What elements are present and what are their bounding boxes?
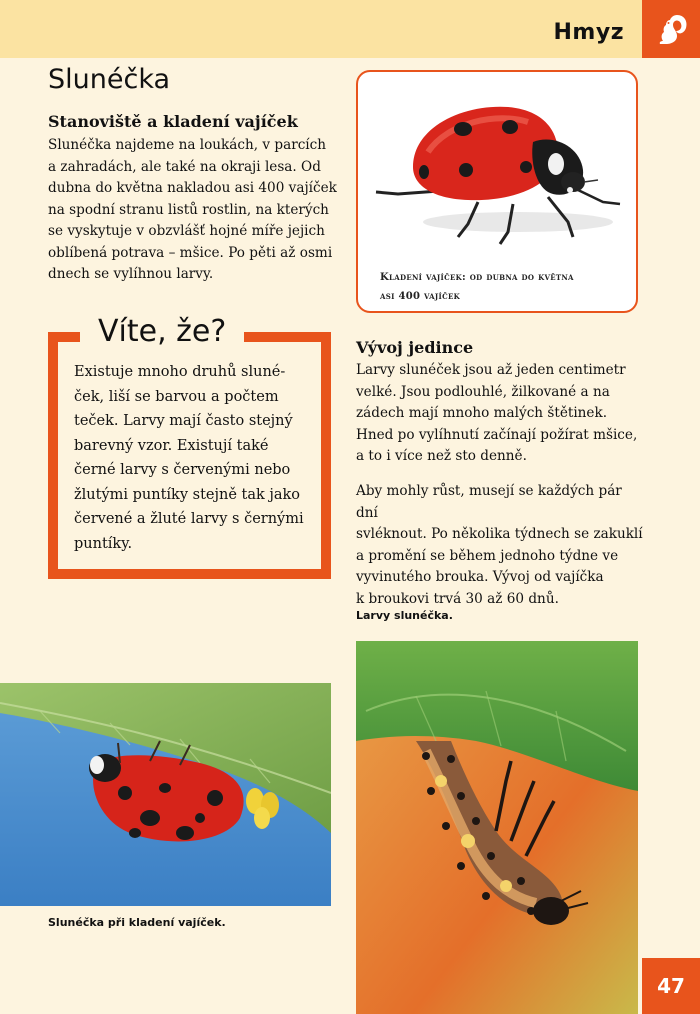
fact-box-text <box>74 360 310 556</box>
development-heading: Vývoj jedince <box>356 338 474 357</box>
text-line: a promění se během jednoho týdne ve <box>356 547 619 564</box>
squirrel-icon <box>651 9 691 49</box>
text-line: svléknout. Po několika týdnech se zakuklí <box>356 526 643 542</box>
text-line: žlutými puntíky stejně tak jako <box>74 486 301 503</box>
text-line: a to i více než sto denně. <box>356 448 527 464</box>
text-line: černé larvy s červenými nebo <box>74 462 291 478</box>
photo-caption <box>380 268 630 306</box>
text-line: oblíbená potrava – mšice. Po pěti až osmi <box>48 244 333 261</box>
caption-line: asi 400 vajíček <box>380 291 460 302</box>
chapter-title: Hmyz <box>553 20 624 45</box>
frame-bar <box>48 332 58 579</box>
text-line: dubna do května nakladou asi 400 vajíček <box>48 180 337 196</box>
caption-line: Kladení vajíček: od dubna do května <box>380 272 574 283</box>
text-line: červené a žluté larvy s černými <box>74 511 304 527</box>
text-line: k broukovi trvá 30 až 60 dnů. <box>356 590 559 607</box>
text-line: zádech mají mnoho malých štětinek. <box>356 405 608 421</box>
text-line: dnech se vylíhnou larvy. <box>48 266 214 282</box>
text-line: Existuje mnoho druhů sluné- <box>74 364 286 380</box>
egg-laying-image <box>0 683 331 906</box>
text-line: Aby mohly růst, musejí se každých pár dní <box>356 483 622 521</box>
text-line: velké. Jsou podlouhlé, žilkované a na <box>356 383 610 400</box>
frame-bar <box>321 332 331 579</box>
development-text-2 <box>356 481 646 610</box>
frame-bar <box>244 332 331 342</box>
ladybird-photo <box>358 72 638 262</box>
page-title: Slunéčka <box>48 64 171 95</box>
text-line: Slunéčka najdeme na loukách, v parcích <box>48 137 327 153</box>
text-line: na spodní stranu listů rostlin, na kterých <box>48 201 329 218</box>
text-line: Larvy slunéček jsou až jeden centimetr <box>356 362 626 378</box>
text-line: se vyskytuje v obzvlášť hojné míře jejich <box>48 223 325 239</box>
egg-laying-caption: Slunéčka při kladení vajíček. <box>48 916 226 929</box>
frame-bar <box>48 569 331 579</box>
text-line: teček. Larvy mají často stejný <box>74 413 293 429</box>
text-line: vyvinutého brouka. Vývoj od vajíčka <box>356 569 604 585</box>
habitat-heading: Stanoviště a kladení vajíček <box>48 112 298 131</box>
egg-laying-photo <box>0 683 331 906</box>
larva-caption: Larvy slunéčka. <box>356 609 453 622</box>
chapter-tab <box>642 0 700 58</box>
text-line: barevný vzor. Existují také <box>74 437 269 454</box>
larva-photo <box>356 641 638 1014</box>
text-line: Hned po vylíhnutí začínají požírat mšice, <box>356 426 638 443</box>
larva-image <box>356 641 638 1014</box>
text-line: puntíky. <box>74 535 133 552</box>
text-line: ček, liší se barvou a počtem <box>74 388 279 405</box>
ladybird-photo-card <box>356 70 638 313</box>
fact-box-title: Víte, že? <box>96 314 236 349</box>
text-line: a zahradách, ale také na okraji lesa. Od <box>48 158 321 175</box>
development-text-1 <box>356 360 646 468</box>
habitat-text <box>48 135 338 286</box>
page-number: 47 <box>642 958 700 1014</box>
